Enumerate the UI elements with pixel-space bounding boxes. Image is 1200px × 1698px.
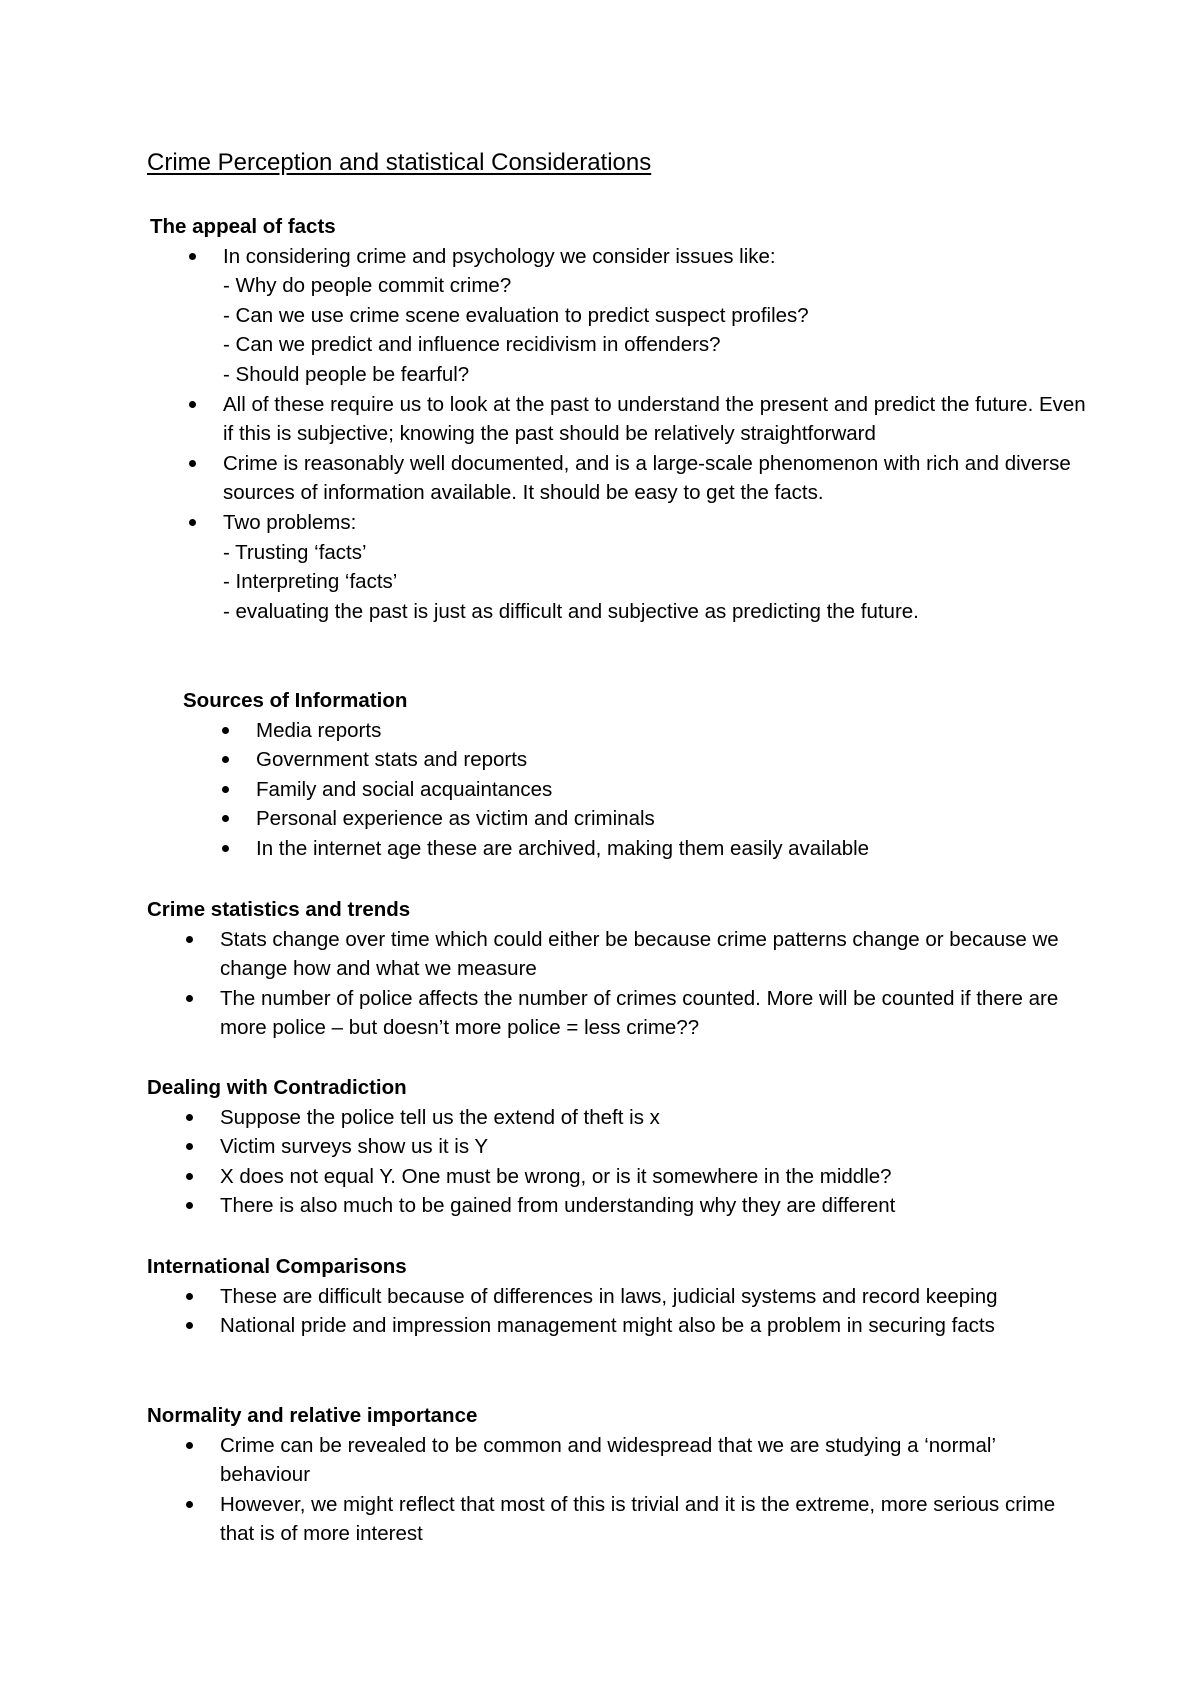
list-item: The number of police affects the number of crimes counted. More will be counted if there are more police – but doesn’t more police = less crime??: [147, 984, 1087, 1043]
list-item: In considering crime and psychology we consider issues like: - Why do people commit crime? - Can we use crime scene evaluation to predict suspect profiles? - Can we predict and influence recidivism in offenders? - Should people be fearful?: [150, 242, 1090, 390]
bullet-icon: [189, 401, 196, 408]
sub-item: - Can we use crime scene evaluation to predict suspect profiles?: [223, 303, 809, 327]
bullet-icon: [186, 1501, 193, 1508]
sub-item: - Interpreting ‘facts’: [223, 570, 398, 594]
page-title: Crime Perception and statistical Considerations: [147, 149, 652, 176]
bullet-icon: [222, 756, 229, 763]
list-item: Victim surveys show us it is Y: [147, 1132, 1087, 1162]
list-item: Stats change over time which could either be because crime patterns change or because we change how and what we measure: [147, 925, 1087, 984]
list-item: National pride and impression management might also be a problem in securing facts: [147, 1311, 1087, 1341]
list-item: Crime is reasonably well documented, and is a large-scale phenomenon with rich and diverse sources of information available. It should be easy to get the facts.: [150, 449, 1090, 508]
list-item: All of these require us to look at the past to understand the present and predict the future. Even if this is subjective; knowing the past should be relatively straightforward: [150, 390, 1090, 449]
bullet-icon: [222, 727, 229, 734]
section-crime-statistics: [147, 895, 1087, 1043]
bullet-icon: [186, 1293, 193, 1300]
section-heading: Dealing with Contradiction: [147, 1076, 407, 1099]
bullet-icon: [186, 936, 193, 943]
section-appeal-of-facts: [150, 212, 1090, 626]
bullet-list: [147, 1103, 1087, 1221]
bullet-icon: [186, 1114, 193, 1121]
sub-item: - evaluating the past is just as difficult and subjective as predicting the future.: [223, 599, 919, 623]
list-item: Family and social acquaintances: [183, 775, 1123, 805]
list-item: Government stats and reports: [183, 745, 1123, 775]
bullet-icon: [222, 815, 229, 822]
section-heading: Crime statistics and trends: [147, 898, 411, 921]
section-international-comparisons: [147, 1252, 1087, 1341]
section-normality: [147, 1401, 1087, 1549]
section-heading: Normality and relative importance: [147, 1404, 478, 1427]
list-item: In the internet age these are archived, making them easily available: [183, 834, 1123, 864]
bullet-icon: [189, 460, 196, 467]
section-dealing-with-contradiction: [147, 1073, 1087, 1221]
sub-item: - Should people be fearful?: [223, 362, 470, 386]
list-item: X does not equal Y. One must be wrong, or is it somewhere in the middle?: [147, 1162, 1087, 1192]
section-sources-of-information: [183, 686, 1123, 864]
list-item: There is also much to be gained from understanding why they are different: [147, 1191, 1087, 1221]
bullet-icon: [222, 845, 229, 852]
section-heading: International Comparisons: [147, 1255, 407, 1278]
list-item: Media reports: [183, 716, 1123, 746]
section-heading: Sources of Information: [183, 689, 408, 712]
bullet-list: [147, 1431, 1087, 1549]
list-item: However, we might reflect that most of this is trivial and it is the extreme, more serious crime that is of more interest: [147, 1490, 1087, 1549]
bullet-icon: [189, 253, 196, 260]
section-heading: The appeal of facts: [150, 215, 336, 238]
bullet-icon: [222, 786, 229, 793]
bullet-icon: [186, 1143, 193, 1150]
sub-item: - Why do people commit crime?: [223, 274, 512, 298]
bullet-list: [147, 925, 1087, 1043]
bullet-icon: [186, 995, 193, 1002]
sub-item: - Trusting ‘facts’: [223, 540, 367, 564]
list-item: Personal experience as victim and criminals: [183, 804, 1123, 834]
list-item: Two problems: - Trusting ‘facts’ - Interpreting ‘facts’ - evaluating the past is just as difficult and subjective as predicting the future.: [150, 508, 1090, 626]
bullet-list: [147, 1282, 1087, 1341]
bullet-icon: [186, 1442, 193, 1449]
bullet-icon: [186, 1173, 193, 1180]
bullet-icon: [186, 1202, 193, 1209]
bullet-list: [183, 716, 1123, 864]
list-item: These are difficult because of differences in laws, judicial systems and record keeping: [147, 1282, 1087, 1312]
bullet-icon: [189, 519, 196, 526]
list-item: Suppose the police tell us the extend of theft is x: [147, 1103, 1087, 1133]
bullet-icon: [186, 1322, 193, 1329]
bullet-list: [150, 242, 1090, 627]
list-item: Crime can be revealed to be common and widespread that we are studying a ‘normal’ behaviour: [147, 1431, 1087, 1490]
sub-item: - Can we predict and influence recidivism in offenders?: [223, 333, 721, 357]
